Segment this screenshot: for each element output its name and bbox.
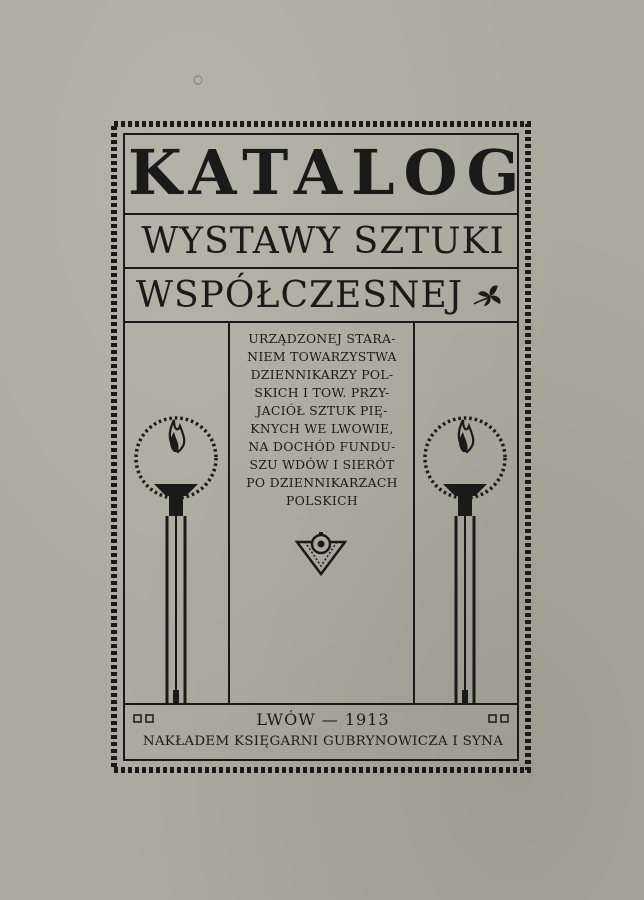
city-year: LWÓW — 1913 bbox=[256, 710, 390, 729]
leaf-ornament-icon bbox=[474, 285, 501, 306]
subtitle-line-1: WYSTAWY SZTUKI bbox=[141, 221, 505, 262]
torch-icon bbox=[136, 418, 216, 704]
shield-emblem-icon bbox=[297, 532, 345, 574]
publisher-line: NAKŁADEM KSIĘGARNI GUBRYNOWICZA I SYNA bbox=[142, 734, 504, 749]
description-text: URZĄDZONEJ STARA- NIEM TOWARZYSTWA DZIENNIKARZY POL- SKICH I TOW. PRZY- JACIÓŁ SZTUK PIĘ- KNYCH WE LWOWIE, NA DOCHÓD FUNDU- SZU WDÓW I SIERÓT PO DZIENNIKARZACH POLSKICH bbox=[246, 331, 398, 508]
catalog-title: KATALOG bbox=[128, 136, 529, 209]
torch-icon bbox=[425, 418, 505, 704]
paper-mark bbox=[194, 76, 202, 84]
subtitle-line-2: WSPÓŁCZESNEJ bbox=[136, 275, 464, 316]
